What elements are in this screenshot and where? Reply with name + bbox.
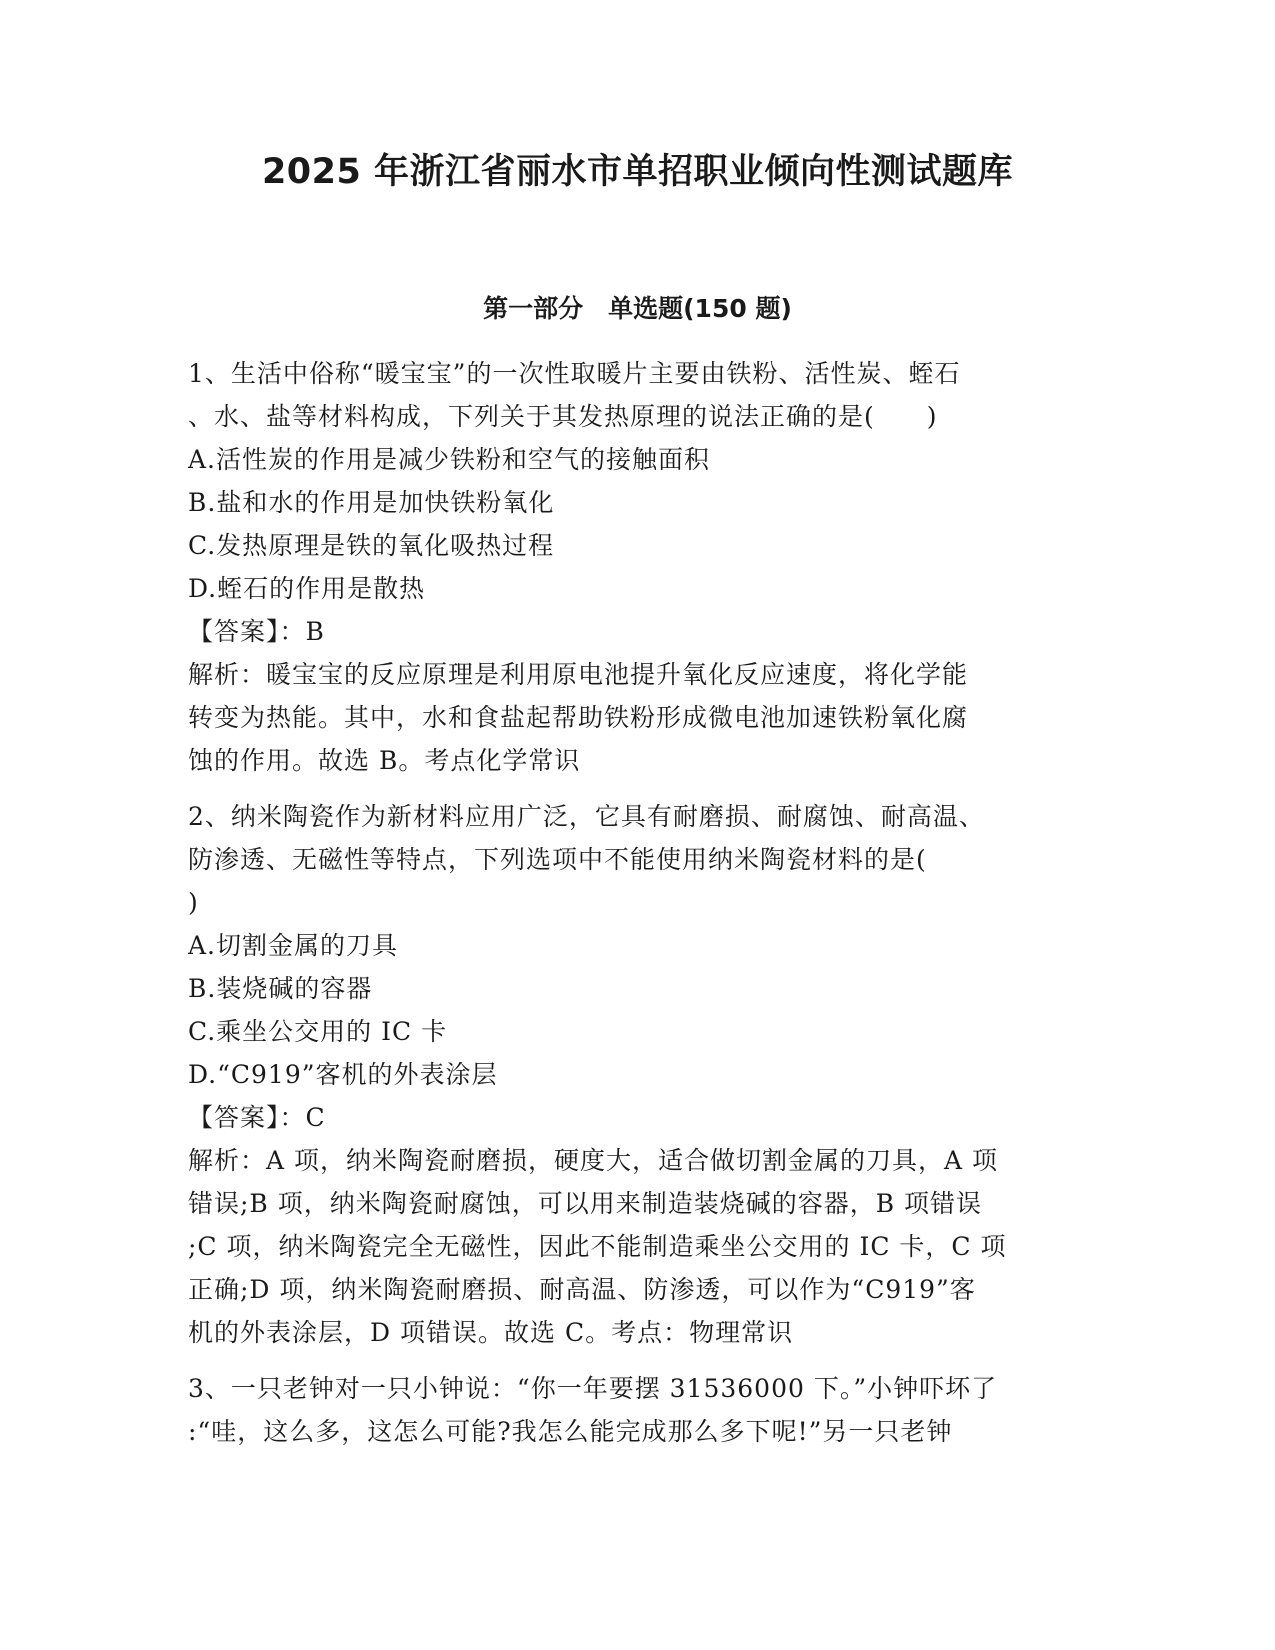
question-list [188, 352, 1088, 1453]
answer-line: 【答案】：B [188, 617, 325, 646]
option-a: A.活性炭的作用是减少铁粉和空气的接触面积 [188, 445, 711, 474]
question-stem-line: 3、一只老钟对一只小钟说：“你一年要摆 31536000 下。”小钟吓坏了 [188, 1374, 998, 1403]
option-b: B.装烧碱的容器 [188, 974, 373, 1003]
question-3 [188, 1367, 1088, 1453]
question-stem-line: :“哇，这么多，这怎么可能?我怎么能完成那么多下呢!”另一只老钟 [188, 1417, 953, 1446]
analysis-line: 转变为热能。其中，水和食盐起帮助铁粉形成微电池加速铁粉氧化腐 [188, 703, 969, 732]
analysis-line: ;C 项，纳米陶瓷完全无磁性，因此不能制造乘坐公交用的 IC 卡，C 项 [188, 1232, 1007, 1261]
question-1 [188, 352, 1088, 782]
option-d: D.“C919”客机的外表涂层 [188, 1060, 498, 1089]
question-stem-line: 防渗透、无磁性等特点，下列选项中不能使用纳米陶瓷材料的是( [188, 845, 927, 874]
option-d: D.蛭石的作用是散热 [188, 574, 426, 603]
analysis-line: 解析：A 项，纳米陶瓷耐磨损，硬度大，适合做切割金属的刀具，A 项 [188, 1146, 999, 1175]
option-a: A.切割金属的刀具 [188, 931, 399, 960]
document-title: 2025 年浙江省丽水市单招职业倾向性测试题库 [261, 152, 1014, 192]
question-stem-line: 2、纳米陶瓷作为新材料应用广泛，它具有耐磨损、耐腐蚀、耐高温、 [188, 802, 985, 831]
analysis-line: 机的外表涂层，D 项错误。故选 C。考点：物理常识 [188, 1318, 794, 1347]
question-stem-line: 1、生活中俗称“暖宝宝”的一次性取暖片主要由铁粉、活性炭、蛭石 [188, 359, 961, 388]
question-stem-line: ) [188, 888, 199, 917]
option-c: C.乘坐公交用的 IC 卡 [188, 1017, 448, 1046]
option-b: B.盐和水的作用是加快铁粉氧化 [188, 488, 555, 517]
question-2 [188, 795, 1088, 1354]
question-stem-line: 、水、盐等材料构成，下列关于其发热原理的说法正确的是( ) [188, 402, 938, 431]
analysis-line: 错误;B 项，纳米陶瓷耐腐蚀，可以用来制造装烧碱的容器，B 项错误 [188, 1189, 983, 1218]
analysis-line: 蚀的作用。故选 B。考点化学常识 [188, 746, 581, 775]
option-c: C.发热原理是铁的氧化吸热过程 [188, 531, 555, 560]
answer-line: 【答案】：C [188, 1103, 326, 1132]
analysis-line: 解析：暖宝宝的反应原理是利用原电池提升氧化反应速度，将化学能 [188, 660, 969, 689]
analysis-line: 正确;D 项，纳米陶瓷耐磨损、耐高温、防渗透，可以作为“C919”客 [188, 1275, 976, 1304]
section-heading: 第一部分 单选题(150 题) [483, 294, 792, 323]
